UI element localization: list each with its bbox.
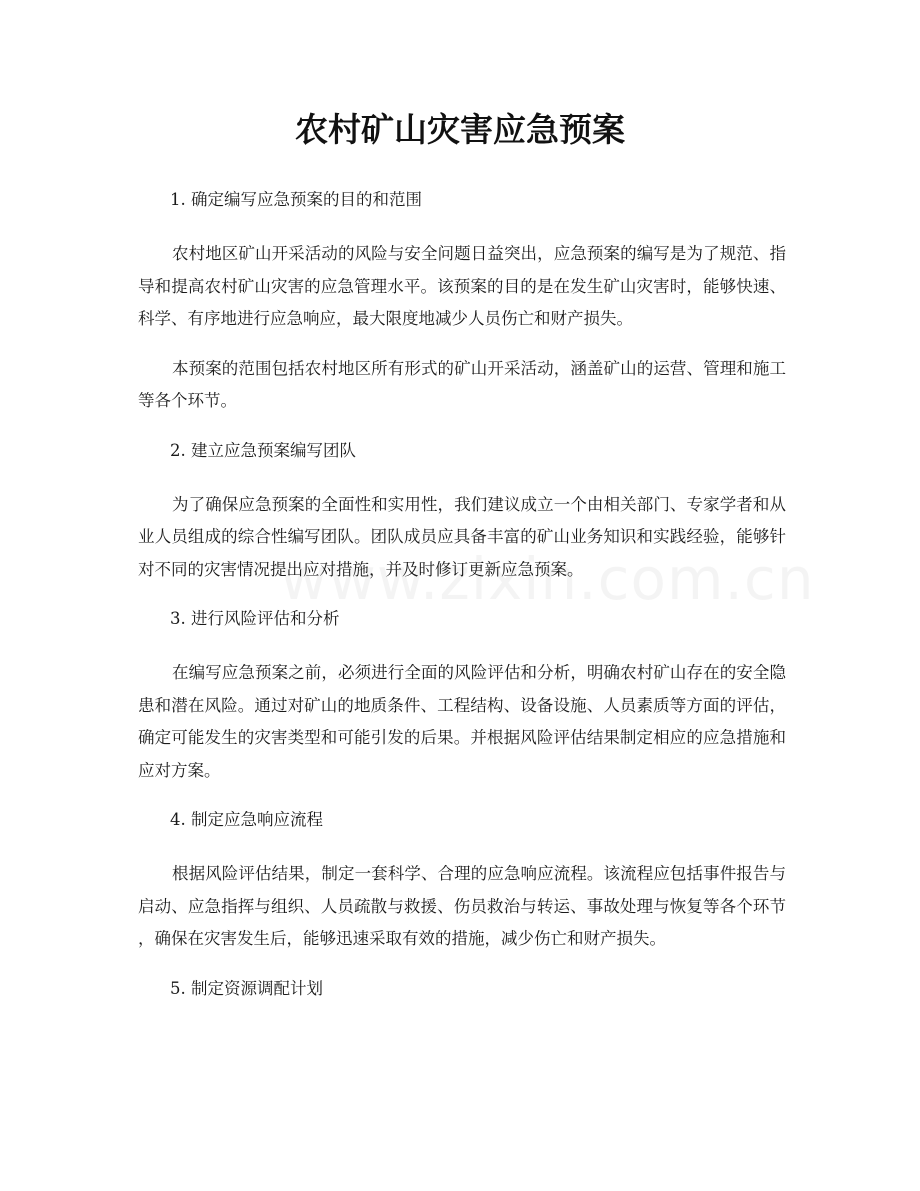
section-heading: 3. 进行风险评估和分析 bbox=[170, 609, 340, 628]
section-paragraph: 本预案的范围包括农村地区所有形式的矿山开采活动，涵盖矿山的运营、管理和施工等各个环节。 bbox=[138, 358, 786, 410]
section-heading: 1. 确定编写应急预案的目的和范围 bbox=[170, 190, 422, 209]
section-4 bbox=[138, 804, 786, 956]
section-paragraph: 根据风险评估结果，制定一套科学、合理的应急响应流程。该流程应包括事件报告与启动、应急指挥与组织、人员疏散与救援、伤员救治与转运、事故处理与恢复等各个环节，确保在灾害发生后，能够迅速采取有效的措施，减少伤亡和财产损失。 bbox=[138, 864, 786, 948]
section-paragraph: 农村地区矿山开采活动的风险与安全问题日益突出，应急预案的编写是为了规范、指导和提高农村矿山灾害的应急管理水平。该预案的目的是在发生矿山灾害时，能够快速、科学、有序地进行应急响应，最大限度地减少人员伤亡和财产损失。 bbox=[138, 244, 786, 328]
document-title: 农村矿山灾害应急预案 bbox=[295, 110, 625, 149]
section-heading: 4. 制定应急响应流程 bbox=[170, 810, 323, 829]
section-1 bbox=[138, 184, 786, 418]
section-heading: 5. 制定资源调配计划 bbox=[170, 978, 323, 998]
section-paragraph: 在编写应急预案之前，必须进行全面的风险评估和分析，明确农村矿山存在的安全隐患和潜在风险。通过对矿山的地质条件、工程结构、设备设施、人员素质等方面的评估，确定可能发生的灾害类型和可能引发的后果。并根据风险评估结果制定相应的应急措施和应对方案。 bbox=[138, 663, 786, 780]
document-body bbox=[138, 184, 786, 1005]
section-heading: 2. 建立应急预案编写团队 bbox=[170, 440, 356, 460]
section-3 bbox=[138, 603, 786, 787]
section-5 bbox=[138, 973, 786, 1005]
section-paragraph: 为了确保应急预案的全面性和实用性，我们建议成立一个由相关部门、专家学者和从业人员组成的综合性编写团队。团队成员应具备丰富的矿山业务知识和实践经验，能够针对不同的灾害情况提出应对措施，并及时修订更新应急预案。 bbox=[138, 494, 786, 579]
section-2 bbox=[138, 435, 786, 587]
